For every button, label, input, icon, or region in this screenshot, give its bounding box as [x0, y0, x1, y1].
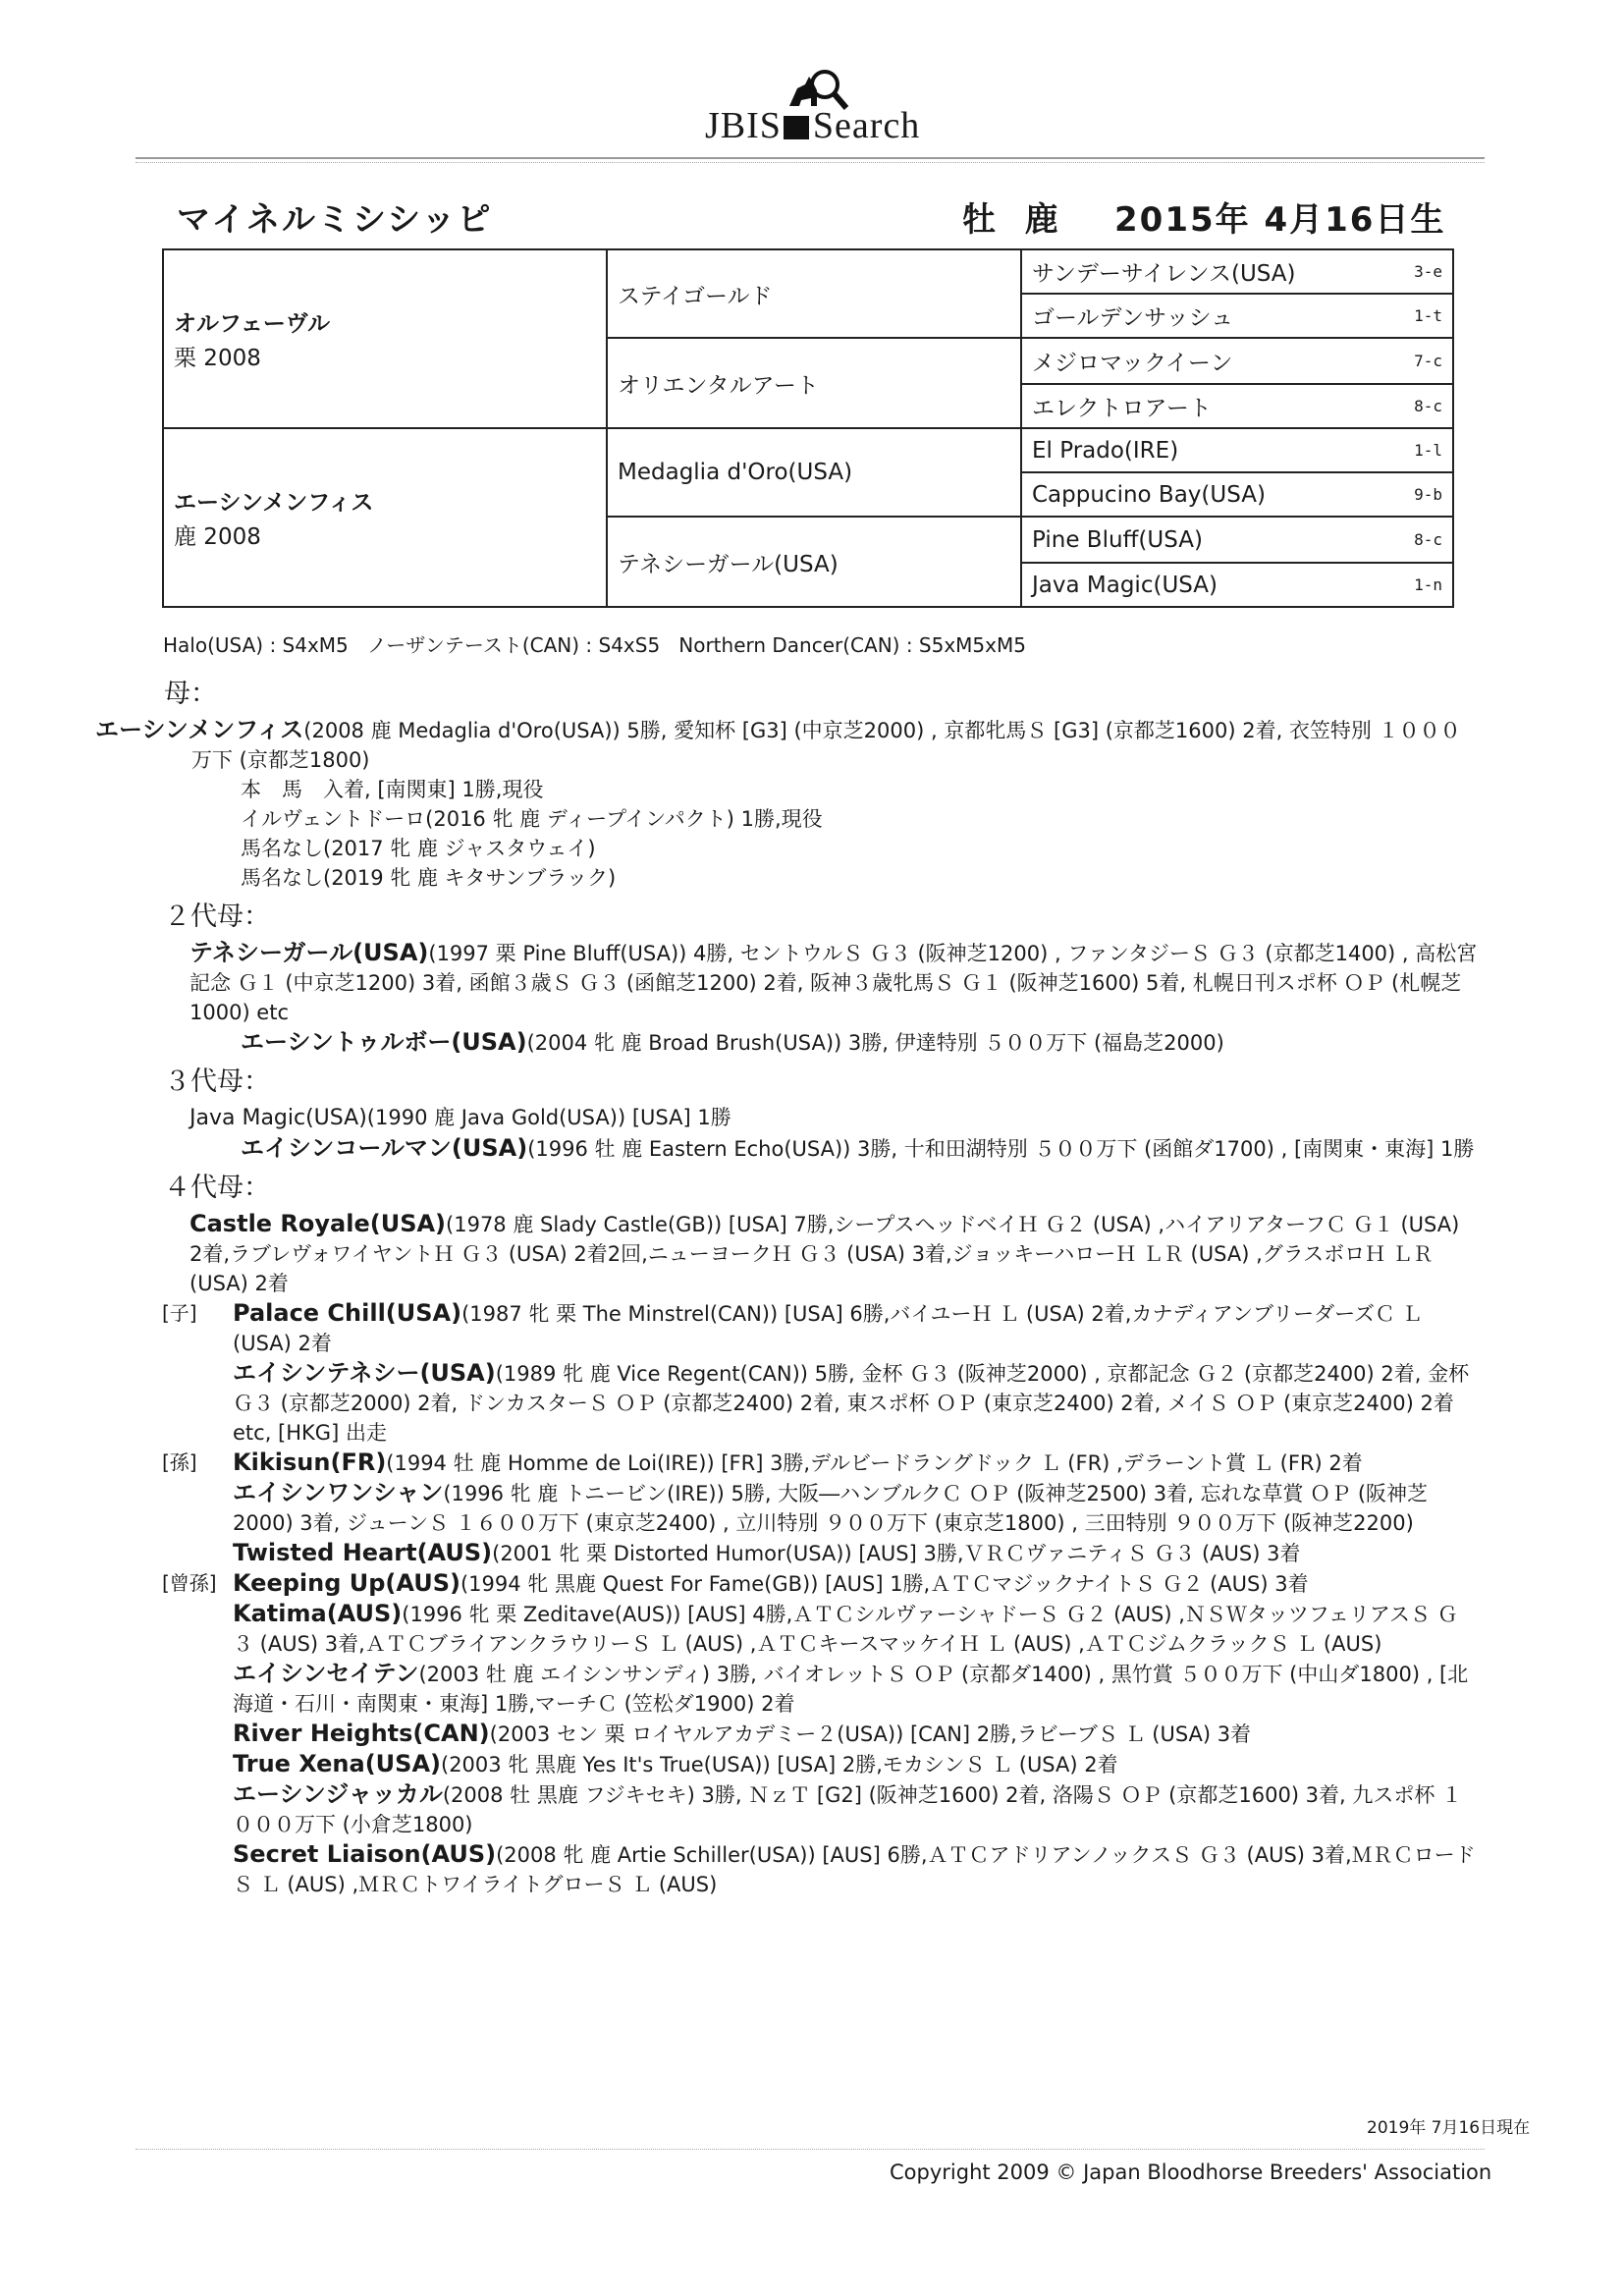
- g3-name: Java Magic(USA): [1032, 572, 1218, 598]
- entry-line: (1987 牝 栗 The Minstrel(CAN)) [USA] 6勝,バイユーＨ Ｌ (USA) 2着,カナディアンブリーダーズＣ Ｌ (USA) 2着: [233, 1302, 1423, 1355]
- entry-name: River Heights(CAN): [233, 1720, 490, 1747]
- entry-line: (1996 牝 栗 Zeditave(AUS)) [AUS] 4勝,ＡＴＣシルヴァーシャドーＳ Ｇ２ (AUS) ,ＮＳＷタッツフェリアスＳ Ｇ３ (AUS) 3着,ＡＴＣブライアンクラウリーＳ Ｌ (AUS) ,ＡＴＣキースマッケイＨ Ｌ (AUS) ,ＡＴＣジムクラックＳ Ｌ (AUS): [233, 1603, 1458, 1656]
- pedigree-table: [162, 248, 1454, 608]
- list-item: [162, 1719, 1478, 1749]
- g3dam-child: [162, 1133, 1478, 1164]
- g3dam-child-line: (1996 牡 鹿 Eastern Echo(USA)) 3勝, 十和田湖特別 ５００万下 (函館ダ1700) , [南関東・東海] 1勝: [527, 1137, 1475, 1161]
- generation-tag: [162, 1538, 233, 1568]
- entry-name: Twisted Heart(AUS): [233, 1539, 493, 1566]
- g2-cell: オリエンタルアート: [607, 338, 1021, 428]
- generation-tag: [162, 1478, 233, 1538]
- entry-line: (2001 牝 栗 Distorted Humor(USA)) [AUS] 3勝,ＶＲＣヴァニティＳ Ｇ３ (AUS) 3着: [492, 1542, 1301, 1565]
- entry-line: (2003 牝 黒鹿 Yes It's True(USA)) [USA] 2勝,モカシンＳ Ｌ (USA) 2着: [441, 1753, 1118, 1777]
- g2dam-child-name: エーシントゥルボー(USA): [241, 1028, 527, 1056]
- g3dam-record-name: Java Magic(USA): [189, 1106, 367, 1130]
- list-item: [162, 1358, 1478, 1448]
- entry-name: エイシンテネシー(USA): [233, 1359, 496, 1387]
- sire-detail: 栗 2008: [174, 346, 261, 371]
- g2-cell: ステイゴールド: [607, 249, 1021, 338]
- g2dam-record: [162, 938, 1478, 1027]
- logo-text: [705, 104, 920, 147]
- entry-name: Secret Liaison(AUS): [233, 1840, 497, 1868]
- g3-cell: [1021, 294, 1453, 338]
- g2dam-child-line: (2004 牝 鹿 Broad Brush(USA)) 3勝, 伊達特別 ５００万下 (福島芝2000): [526, 1031, 1224, 1055]
- g4dam-record-line: (1978 鹿 Slady Castle(GB)) [USA] 7勝,シープスヘッドベイＨ Ｇ２ (USA) ,ハイアリアターフＣ Ｇ１ (USA) 2着,ラブレヴォワイヤントＨ Ｇ３ (USA) 2着2回,ニューヨークＨ Ｇ３ (USA) 3着,ジョッキーハローＨ ＬＲ (USA) ,グラスボロＨ ＬＲ (USA) 2着: [189, 1213, 1460, 1295]
- generation-tag: [162, 1599, 233, 1659]
- g3-cell: [1021, 384, 1453, 428]
- entry-name: エイシンセイテン: [233, 1660, 419, 1687]
- g2dam-child: [162, 1027, 1478, 1058]
- list-item: [162, 1839, 1478, 1899]
- family-number: 1-n: [1414, 575, 1442, 594]
- list-item: [162, 1779, 1478, 1839]
- entry-line: (1994 牡 鹿 Homme de Loi(IRE)) [FR] 3勝,デルビードラングドック Ｌ (FR) ,デラーント賞 Ｌ (FR) 2着: [386, 1451, 1363, 1475]
- sire-name: オルフェーヴル: [174, 311, 331, 337]
- as-of-date: 2019年 7月16日現在: [1367, 2118, 1531, 2138]
- g3-cell: [1021, 517, 1453, 563]
- header-rule-thin: [135, 162, 1485, 163]
- section-dam: 母：: [164, 679, 217, 709]
- g3-cell: [1021, 338, 1453, 384]
- entry-line: (2003 牡 鹿 エイシンサンディ) 3勝, バイオレットＳ ＯＰ (京都ダ1400) , 黒竹賞 ５００万下 (中山ダ1800) , [北海道・石川・南関東・東海] 1勝,マーチＣ (笠松ダ1900) 2着: [233, 1663, 1469, 1716]
- copyright: Copyright 2009 © Japan Bloodhorse Breeders' Association: [890, 2160, 1492, 2184]
- entry-name: エイシンワンシャン: [233, 1479, 444, 1506]
- g3-cell: [1021, 428, 1453, 472]
- family-number: 7-c: [1414, 352, 1442, 370]
- g2dam-record-name: テネシーガール(USA): [189, 939, 429, 966]
- entry-line: (1994 牝 黒鹿 Quest For Fame(GB)) [AUS] 1勝,ＡＴＣマジックナイトＳ Ｇ２ (AUS) 3着: [460, 1572, 1309, 1596]
- entry-line: (1989 牝 鹿 Vice Regent(CAN)) 5勝, 金杯 Ｇ３ (阪神芝2000) , 京都記念 Ｇ２ (京都芝2400) 2着, 金杯 Ｇ３ (京都芝2000) 2着, ドンカスターＳ ＯＰ (京都芝2400) 2着, 東スポ杯 ＯＰ (東京芝2400) 2着, メイＳ ＯＰ (東京芝2400) 2着etc, [HKG] 出走: [233, 1362, 1470, 1445]
- g3-name: Pine Bluff(USA): [1032, 526, 1203, 553]
- generation-tag: [162, 1719, 233, 1749]
- entry-name: Palace Chill(USA): [233, 1299, 462, 1327]
- entry-line: (2003 セン 栗 ロイヤルアカデミー２(USA)) [CAN] 2勝,ラビーブＳ Ｌ (USA) 3着: [489, 1722, 1252, 1746]
- section-g3dam: ３代母：: [164, 1066, 270, 1097]
- list-item: 馬名なし(2019 牝 鹿 キタサンブラック): [241, 866, 617, 890]
- g3-cell: [1021, 563, 1453, 607]
- g4dam-record: [162, 1209, 1478, 1298]
- entry-name: Keeping Up(AUS): [233, 1569, 460, 1597]
- family-number: 3-e: [1414, 262, 1442, 281]
- list-item: [162, 1478, 1478, 1538]
- entry-name: Katima(AUS): [233, 1600, 403, 1627]
- dam-progeny-list: [162, 775, 1478, 893]
- jbis-search-logo: [705, 67, 950, 155]
- logo-block: [784, 116, 809, 139]
- dam-name: エーシンメンフィス: [174, 490, 374, 516]
- g3-name: エレクトロアート: [1032, 396, 1212, 421]
- section-g2dam: ２代母：: [164, 902, 270, 932]
- list-item: [162, 1298, 1478, 1358]
- header-rule: [135, 157, 1485, 159]
- generation-tag: [孫]: [162, 1450, 197, 1474]
- generation-tag: [162, 1749, 233, 1779]
- g3-name: El Prado(IRE): [1032, 437, 1179, 464]
- footer-rule: [135, 2149, 1485, 2150]
- list-item: イルヴェントドーロ(2016 牝 鹿 ディープインパクト) 1勝,現役: [241, 807, 823, 831]
- entry-name: Kikisun(FR): [233, 1449, 387, 1476]
- family-records: [95, 676, 1478, 1899]
- g3-cell: [1021, 249, 1453, 294]
- inbreeding-line: Halo(USA) : S4xM5 ノーザンテースト(CAN) : S4xS5 Northern Dancer(CAN) : S5xM5xM5: [163, 633, 1026, 657]
- family-number: 8-c: [1414, 530, 1442, 549]
- list-item: 本 馬 入着, [南関東] 1勝,現役: [241, 778, 544, 801]
- entry-name: True Xena(USA): [233, 1750, 441, 1777]
- entry-line: (2008 牡 黒鹿 フジキセキ) 3勝, ＮｚＴ [G2] (阪神芝1600) 2着, 洛陽Ｓ ＯＰ (京都芝1600) 3着, 九スポ杯 １０００万下 (小倉芝1800): [233, 1783, 1463, 1836]
- list-item: [162, 1659, 1478, 1719]
- dam-detail: 鹿 2008: [174, 524, 261, 550]
- section-g4dam: ４代母：: [164, 1173, 270, 1203]
- g3-name: Cappucino Bay(USA): [1032, 481, 1266, 508]
- list-item: [162, 1599, 1478, 1659]
- g3-cell: [1021, 472, 1453, 517]
- generation-tag: [162, 1779, 233, 1839]
- list-item: [162, 1568, 1478, 1599]
- entry-line: (1996 牝 鹿 トニービン(IRE)) 5勝, 大阪―ハンブルクＣ ＯＰ (阪神芝2500) 3着, 忘れな草賞 ＯＰ (阪神芝2000) 3着, ジューンＳ １６００万下 (東京芝2400) , 立川特別 ９００万下 (東京芝1800) , 三田特別 ９００万下 (阪神芝2200): [233, 1482, 1429, 1535]
- family-number: 1-l: [1414, 441, 1442, 460]
- g2dam-record-line: (1997 栗 Pine Bluff(USA)) 4勝, セントウルＳ Ｇ３ (阪神芝1200) , ファンタジーＳ Ｇ３ (京都芝1400) , 高松宮記念 Ｇ１ (中京芝1200) 3着, 函館３歳Ｓ Ｇ３ (函館芝1200) 2着, 阪神３歳牝馬Ｓ Ｇ１ (阪神芝1600) 5着, 札幌日刊スポ杯 ＯＰ (札幌芝1000) etc: [189, 942, 1478, 1024]
- entry-name: エーシンジャッカル: [233, 1780, 443, 1808]
- generation-tag: [曾孫]: [162, 1571, 217, 1595]
- family-number: 9-b: [1414, 485, 1442, 504]
- generation-tag: [162, 1659, 233, 1719]
- g2-cell: テネシーガール(USA): [607, 517, 1021, 607]
- dam-record: [95, 715, 1478, 775]
- list-item: [162, 1749, 1478, 1779]
- g4dam-record-name: Castle Royale(USA): [189, 1210, 447, 1237]
- g2-cell: Medaglia d'Oro(USA): [607, 428, 1021, 517]
- list-item: [162, 1538, 1478, 1568]
- horse-name: マイネルミシシッピ: [177, 200, 493, 240]
- dam-cell: [163, 428, 607, 607]
- dam-record-line: (2008 鹿 Medaglia d'Oro(USA)) 5勝, 愛知杯 [G3] (中京芝2000) , 京都牝馬Ｓ [G3] (京都芝1600) 2着, 衣笠特別 １０００万下 (京都芝1800): [191, 719, 1461, 772]
- g3-name: サンデーサイレンス(USA): [1032, 261, 1296, 287]
- generation-tag: [162, 1839, 233, 1899]
- g3dam-record: [162, 1103, 1478, 1133]
- horse-info: 牡 鹿 2015年 4月16日生: [962, 200, 1446, 240]
- family-number: 1-t: [1414, 306, 1442, 325]
- g3-name: メジロマックイーン: [1032, 351, 1233, 376]
- family-number: 8-c: [1414, 397, 1442, 415]
- list-item: [162, 1448, 1478, 1478]
- generation-tag: [子]: [162, 1301, 197, 1325]
- list-item: 馬名なし(2017 牝 鹿 ジャスタウェイ): [241, 837, 596, 860]
- g3dam-child-name: エイシンコールマン(USA): [241, 1134, 528, 1162]
- generation-tag: [162, 1358, 233, 1448]
- entry-line: (2008 牝 鹿 Artie Schiller(USA)) [AUS] 6勝,ＡＴＣアドリアンノックスＳ Ｇ３ (AUS) 3着,ＭＲＣロードＳ Ｌ (AUS) ,ＭＲＣトワイライトグローＳ Ｌ (AUS): [233, 1843, 1476, 1896]
- sire-cell: [163, 249, 607, 428]
- logo-search: Search: [812, 105, 921, 146]
- g3-name: ゴールデンサッシュ: [1032, 305, 1234, 331]
- logo-jbis: JBIS: [705, 105, 782, 146]
- dam-record-name: エーシンメンフィス: [95, 716, 304, 743]
- g3dam-record-line: (1990 鹿 Java Gold(USA)) [USA] 1勝: [366, 1106, 731, 1129]
